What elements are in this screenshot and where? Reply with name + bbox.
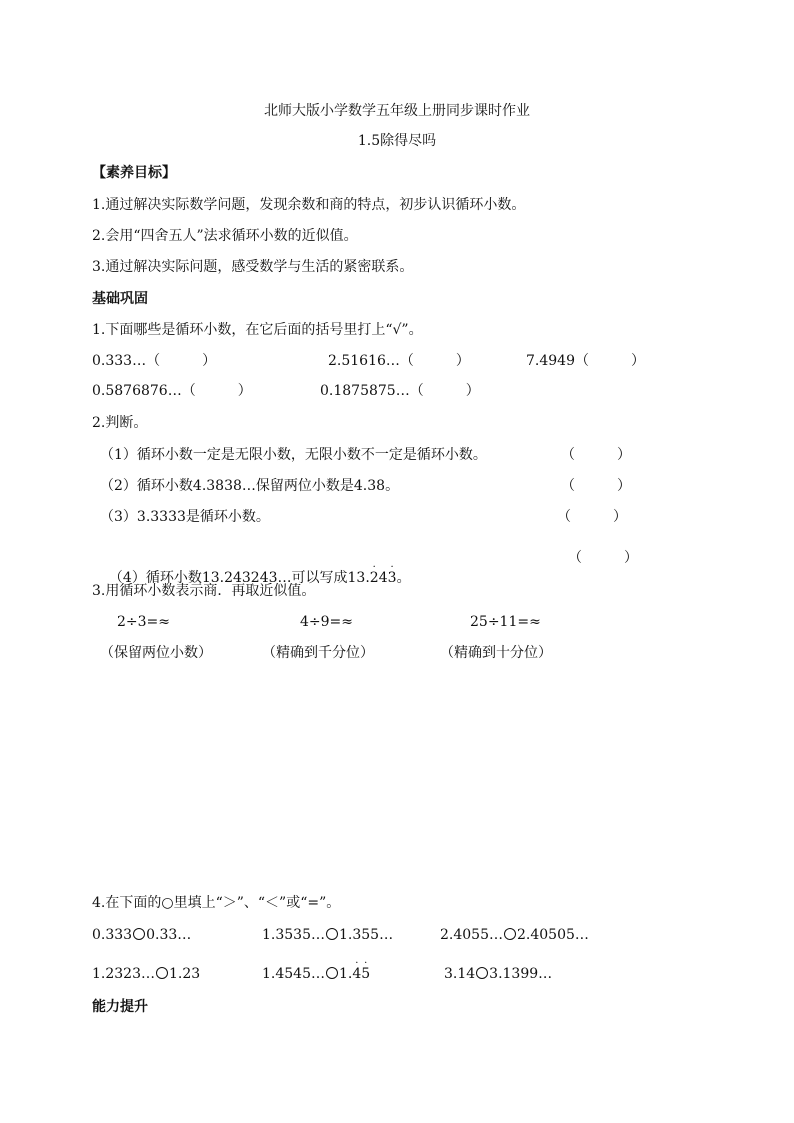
digit: 4 — [378, 570, 388, 586]
repeating-digit-dotted: 5 · — [361, 958, 371, 982]
compare-circle[interactable] — [326, 967, 338, 979]
q3-prompt: 3.用循环小数表示商．再取近似值。 — [92, 583, 316, 599]
compare-circle[interactable] — [326, 928, 338, 940]
q2-item-text: （1）循环小数一定是无限小数，无限小数不一定是循环小数。 — [100, 447, 487, 463]
q4-item: 0.333 0.33… — [92, 927, 192, 943]
q2-item-text: （3）3.3333是循环小数。 — [100, 509, 270, 525]
compare-circle[interactable] — [476, 967, 488, 979]
q2-item-bracket: （ ） — [557, 509, 627, 525]
objective-item: 3.通过解决实际问题，感受数学与生活的紧密联系。 — [92, 259, 414, 275]
q1-item: 0.333…（ ） — [92, 353, 217, 369]
q4-item: 1.2323… 1.23 — [92, 966, 201, 982]
q2-item-text: （2）循环小数4.3838…保留两位小数是4.38。 — [100, 478, 400, 494]
q3-expr: 2÷3=≈ — [117, 614, 171, 630]
q3-note: （精确到十分位） — [440, 645, 552, 661]
q2-item-bracket: （ ） — [561, 447, 631, 463]
q2-item-bracket: （ ） — [561, 478, 631, 494]
repeating-digit-dotted: 4 · — [352, 958, 362, 982]
q4-item: 1.3535… 1.355… — [262, 927, 394, 943]
doc-subtitle: 1.5除得尽吗 — [357, 133, 437, 149]
compare-circle[interactable] — [504, 928, 516, 940]
q3-expr: 4÷9=≈ — [300, 614, 354, 630]
q2-prompt: 2.判断。 — [92, 415, 148, 431]
objective-item: 1.通过解决实际数学问题，发现余数和商的特点，初步认识循环小数。 — [92, 197, 526, 213]
objectives-heading: 【素养目标】 — [92, 165, 176, 181]
q3-note: （精确到千分位） — [262, 645, 374, 661]
objective-item: 2.会用“四舍五人”法求循环小数的近似值。 — [92, 228, 358, 244]
q2-item-bracket: （ ） — [568, 550, 638, 566]
q1-item: 7.4949（ ） — [526, 353, 645, 369]
q4-item: 1.4545… 1.4 · 5 · — [262, 958, 371, 982]
q1-item: 2.51616…（ ） — [328, 353, 470, 369]
q1-item: 0.1875875…（ ） — [320, 383, 480, 399]
q3-note: （保留两位小数） — [100, 645, 212, 661]
q2-item-text: （4）循环小数13.243243…可以写成13. — [108, 570, 370, 586]
q4-prompt: 4.在下面的○里填上“＞”、“＜”或“=”。 — [92, 895, 341, 911]
repeating-digit-dotted: 2 · — [369, 562, 379, 586]
q2-item-end: 。 — [396, 570, 411, 586]
improve-heading: 能力提升 — [92, 999, 148, 1015]
basic-heading: 基础巩固 — [92, 291, 148, 307]
compare-circle[interactable] — [133, 928, 145, 940]
compare-circle[interactable] — [156, 967, 168, 979]
q1-prompt: 1.下面哪些是循环小数，在它后面的括号里打上“√”。 — [92, 322, 423, 338]
q1-item: 0.5876876…（ ） — [92, 383, 252, 399]
q4-item: 3.14 3.1399… — [444, 966, 553, 982]
repeating-digit-dotted: 3 · — [387, 562, 397, 586]
q3-expr: 25÷11=≈ — [470, 614, 541, 630]
doc-title: 北师大版小学数学五年级上册同步课时作业 — [264, 103, 530, 119]
q4-item: 2.4055… 2.40505… — [440, 927, 589, 943]
